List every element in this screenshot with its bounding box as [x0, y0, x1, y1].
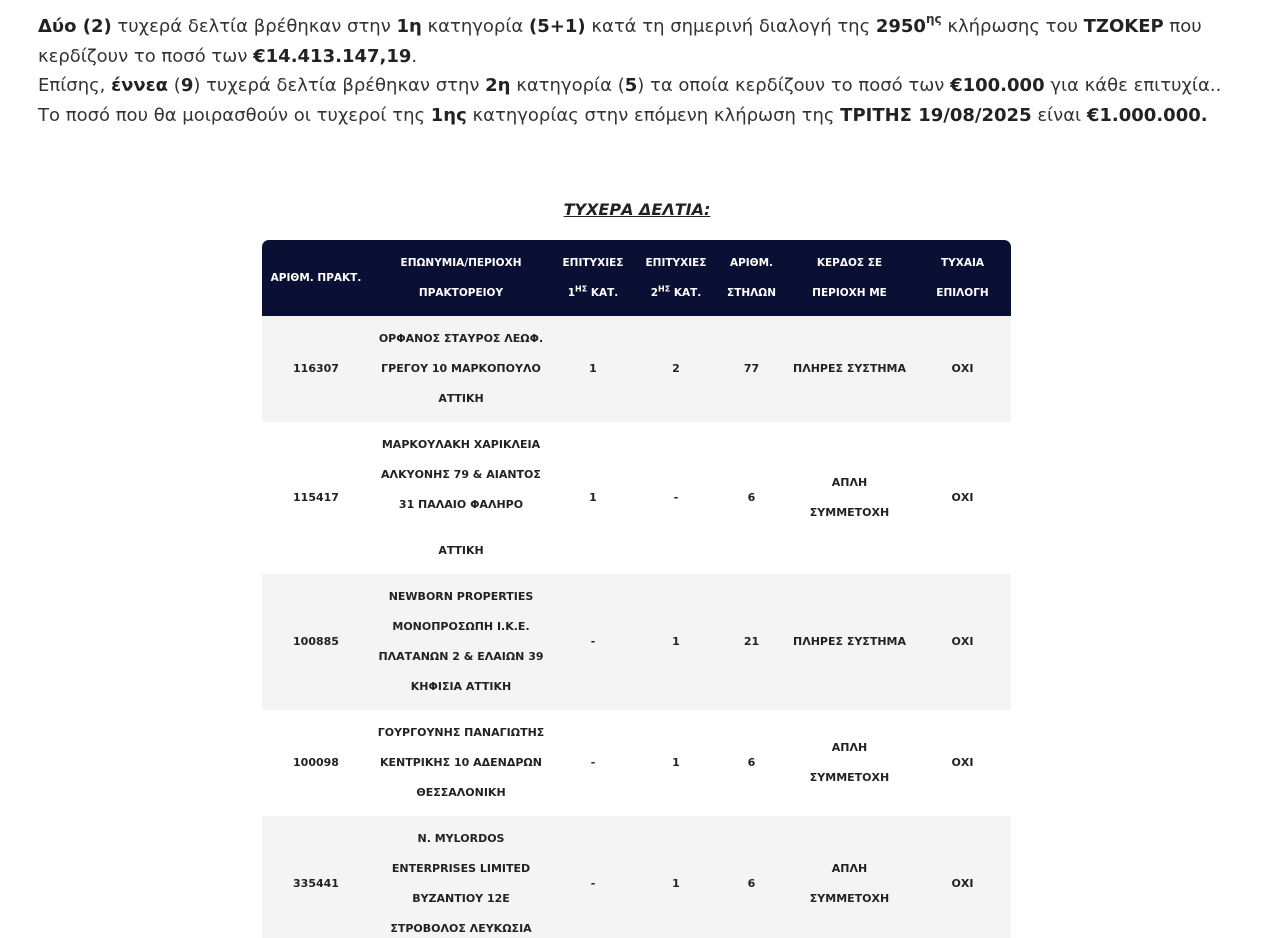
cell-first-category-wins: -: [590, 635, 596, 648]
cell-columns-count: 6: [747, 756, 756, 769]
cell-second-category-wins: 1: [672, 756, 680, 769]
intro-text: ) τα οποία κερδίζουν το ποσό των: [637, 75, 951, 96]
cell-win-type: ΑΠΛΗ ΣΥΜΜΕΤΟΧΗ: [809, 476, 890, 519]
cell-agency-address: [370, 710, 552, 816]
header-label: ΕΠΙΤΥΧΙΕΣ: [645, 257, 707, 269]
table-row: [262, 422, 1011, 574]
intro-text: που κερδίζουν το ποσό των: [38, 16, 1202, 67]
cell-first-category-wins: 1: [589, 362, 597, 375]
cell-agency-address: [370, 422, 552, 574]
category-formula: (5+1): [529, 16, 586, 37]
cell-first-category-wins: -: [590, 877, 596, 890]
address-line: 31 ΠΑΛΑΙΟ ΦΑΛΗΡΟ: [398, 498, 524, 511]
header-win-type: [785, 240, 914, 316]
table-row: [262, 816, 1011, 938]
next-draw-date: ΤΡΙΤΗΣ 19/08/2025: [840, 104, 1032, 126]
category-label: 1ης: [430, 104, 467, 126]
header-label: ΚΑΤ.: [587, 287, 619, 299]
header-label-suffix: ΗΣ: [575, 284, 588, 294]
cell-second-category-wins: 1: [672, 877, 680, 890]
cell-win-type: ΠΛΗΡΕΣ ΣΥΣΤΗΜΑ: [792, 635, 906, 648]
intro-text: κατηγορίας στην επόμενη κλήρωση της: [466, 104, 841, 126]
category-label: 2η: [485, 75, 511, 96]
address-line: ΠΛΑΤΑΝΩΝ 2 & ΕΛΑΙΩΝ 39: [378, 650, 544, 663]
cell-columns-count: 6: [747, 877, 756, 890]
cell-win-type: ΑΠΛΗ ΣΥΜΜΕΤΟΧΗ: [809, 862, 890, 905]
address-line: N. MYLORDOS: [417, 832, 505, 845]
intro-text: Επίσης,: [38, 75, 112, 96]
table-row: [262, 574, 1011, 710]
address-line: ΜΑΡΚΟΥΛΑΚΗ ΧΑΡΙΚΛΕΙΑ: [381, 438, 541, 451]
cell-agency-number: 100098: [293, 756, 339, 769]
cell-agency-address: [370, 316, 552, 422]
intro-text: είναι: [1031, 104, 1087, 126]
first-prize-amount: €14.413.147,19: [253, 45, 412, 67]
article-intro: [38, 12, 1248, 130]
address-line: ΚΗΦΙΣΙΑ ΑΤΤΙΚΗ: [410, 680, 512, 693]
category-label: 1η: [396, 16, 422, 37]
cell-random-pick: ΟΧΙ: [951, 877, 974, 890]
draw-number-suffix: ης: [925, 12, 942, 26]
table-body: [262, 316, 1011, 938]
category-formula: 5: [624, 75, 638, 96]
winning-tickets-table: [262, 240, 1011, 938]
intro-text: (: [168, 75, 181, 96]
header-label: [556, 278, 630, 308]
table-header: [262, 240, 1011, 316]
header-second-category-wins: [634, 240, 718, 316]
header-label: 2: [650, 287, 659, 299]
address-line: ΑΤΤΙΚΗ: [438, 544, 484, 557]
cell-random-pick: ΟΧΙ: [951, 491, 974, 504]
draw-number: 2950: [875, 16, 926, 37]
table-header-row: [262, 240, 1011, 316]
intro-paragraph-first-category: [38, 12, 1248, 71]
cell-agency-number: 115417: [293, 491, 339, 504]
address-line: ΓΡΕΓΟΥ 10 ΜΑΡΚΟΠΟΥΛΟ: [381, 362, 541, 375]
cell-random-pick: ΟΧΙ: [951, 362, 974, 375]
second-prize-amount: €100.000: [950, 75, 1045, 96]
intro-text: κατά τη σημερινή διαλογή της: [585, 16, 876, 37]
address-line: ΑΤΤΙΚΗ: [438, 392, 484, 405]
cell-agency-number: 100885: [293, 635, 339, 648]
header-first-category-wins: [552, 240, 634, 316]
header-label: ΚΕΡΔΟΣ ΣΕ: [816, 257, 883, 269]
address-spacer: [376, 520, 546, 536]
header-label: ΕΠΩΝΥΜΙΑ/ΠΕΡΙΟΧΗ: [400, 257, 522, 269]
header-label: ΣΤΗΛΩΝ: [727, 287, 776, 299]
address-line: ΑΛΚΥΟΝΗΣ 79 & ΑΙΑΝΤΟΣ: [381, 468, 541, 481]
game-name: ΤΖΟΚΕΡ: [1083, 16, 1164, 37]
cell-columns-count: 6: [747, 491, 756, 504]
header-label: ΚΑΤ.: [670, 287, 702, 299]
intro-text: .: [411, 45, 418, 67]
cell-columns-count: 21: [743, 635, 760, 648]
winners-count: 9: [180, 75, 194, 96]
address-line: ΘΕΣΣΑΛΟΝΙΚΗ: [416, 786, 506, 799]
intro-paragraph-next-jackpot: [38, 101, 1248, 131]
winning-tickets-heading-text: ΤΥΧΕΡΑ ΔΕΛΤΙΑ:: [563, 200, 711, 219]
cell-first-category-wins: -: [590, 756, 596, 769]
cell-second-category-wins: 1: [672, 635, 680, 648]
address-line: ΟΡΦΑΝΟΣ ΣΤΑΥΡΟΣ ΛΕΩΦ.: [378, 332, 544, 345]
address-line: ΒΥΖΑΝΤΙΟΥ 12Ε: [412, 892, 510, 905]
intro-text: ) τυχερά δελτία βρέθηκαν στην: [193, 75, 486, 96]
winning-tickets-heading: [0, 200, 1274, 219]
header-label: ΑΡΙΘΜ.: [729, 257, 774, 269]
address-line: ENTERPRISES LIMITED: [391, 862, 531, 875]
cell-second-category-wins: 2: [672, 362, 680, 375]
header-label: ΕΠΙΛΟΓΗ: [936, 287, 989, 299]
cell-agency-address: [370, 816, 552, 938]
cell-win-type: ΠΛΗΡΕΣ ΣΥΣΤΗΜΑ: [792, 362, 906, 375]
header-label: ΑΡΙΘΜ. ΠΡΑΚΤ.: [270, 272, 362, 284]
header-agency-name: [370, 240, 552, 316]
cell-random-pick: ΟΧΙ: [951, 635, 974, 648]
cell-agency-number: 116307: [293, 362, 339, 375]
header-label: 1: [567, 287, 576, 299]
header-label: [638, 278, 714, 308]
header-agency-number: [262, 240, 370, 316]
intro-text: κατηγορία: [421, 16, 530, 37]
intro-text: τυχερά δελτία βρέθηκαν στην: [111, 16, 397, 37]
intro-text: Το ποσό που θα μοιρασθούν οι τυχεροί της: [38, 104, 431, 126]
cell-win-type: ΑΠΛΗ ΣΥΜΜΕΤΟΧΗ: [809, 741, 890, 784]
intro-text: για κάθε επιτυχία..: [1044, 75, 1222, 96]
header-label: ΠΡΑΚΤΟΡΕΙΟΥ: [418, 287, 504, 299]
address-line: ΚΕΝΤΡΙΚΗΣ 10 ΑΔΕΝΔΡΩΝ: [380, 756, 542, 769]
next-jackpot-amount: €1.000.000.: [1086, 104, 1208, 126]
header-columns-count: [718, 240, 785, 316]
address-line: ΣΤΡΟΒΟΛΟΣ ΛΕΥΚΩΣΙΑ: [390, 922, 532, 935]
cell-columns-count: 77: [743, 362, 760, 375]
cell-agency-address: [370, 574, 552, 710]
cell-agency-number: 335441: [293, 877, 339, 890]
table-row: [262, 710, 1011, 816]
table-row: [262, 316, 1011, 422]
header-label: ΤΥΧΑΙΑ: [940, 257, 985, 269]
header-label: ΕΠΙΤΥΧΙΕΣ: [562, 257, 624, 269]
header-label-suffix: ΗΣ: [658, 284, 671, 294]
address-line: ΜΟΝΟΠΡΟΣΩΠΗ Ι.Κ.Ε.: [392, 620, 530, 633]
cell-first-category-wins: 1: [589, 491, 597, 504]
intro-text: κατηγορία (: [510, 75, 625, 96]
intro-text: κλήρωσης του: [941, 16, 1084, 37]
header-label: ΠΕΡΙΟΧΗ ΜΕ: [812, 287, 887, 299]
header-random-pick: [914, 240, 1011, 316]
address-line: ΓΟΥΡΓΟΥΝΗΣ ΠΑΝΑΓΙΩΤΗΣ: [377, 726, 545, 739]
intro-paragraph-second-category: [38, 71, 1248, 101]
cell-second-category-wins: -: [673, 491, 679, 504]
address-line: NEWBORN PROPERTIES: [388, 590, 534, 603]
winners-count: Δύο (2): [38, 16, 112, 37]
cell-random-pick: ΟΧΙ: [951, 756, 974, 769]
winners-word: έννεα: [111, 75, 169, 96]
